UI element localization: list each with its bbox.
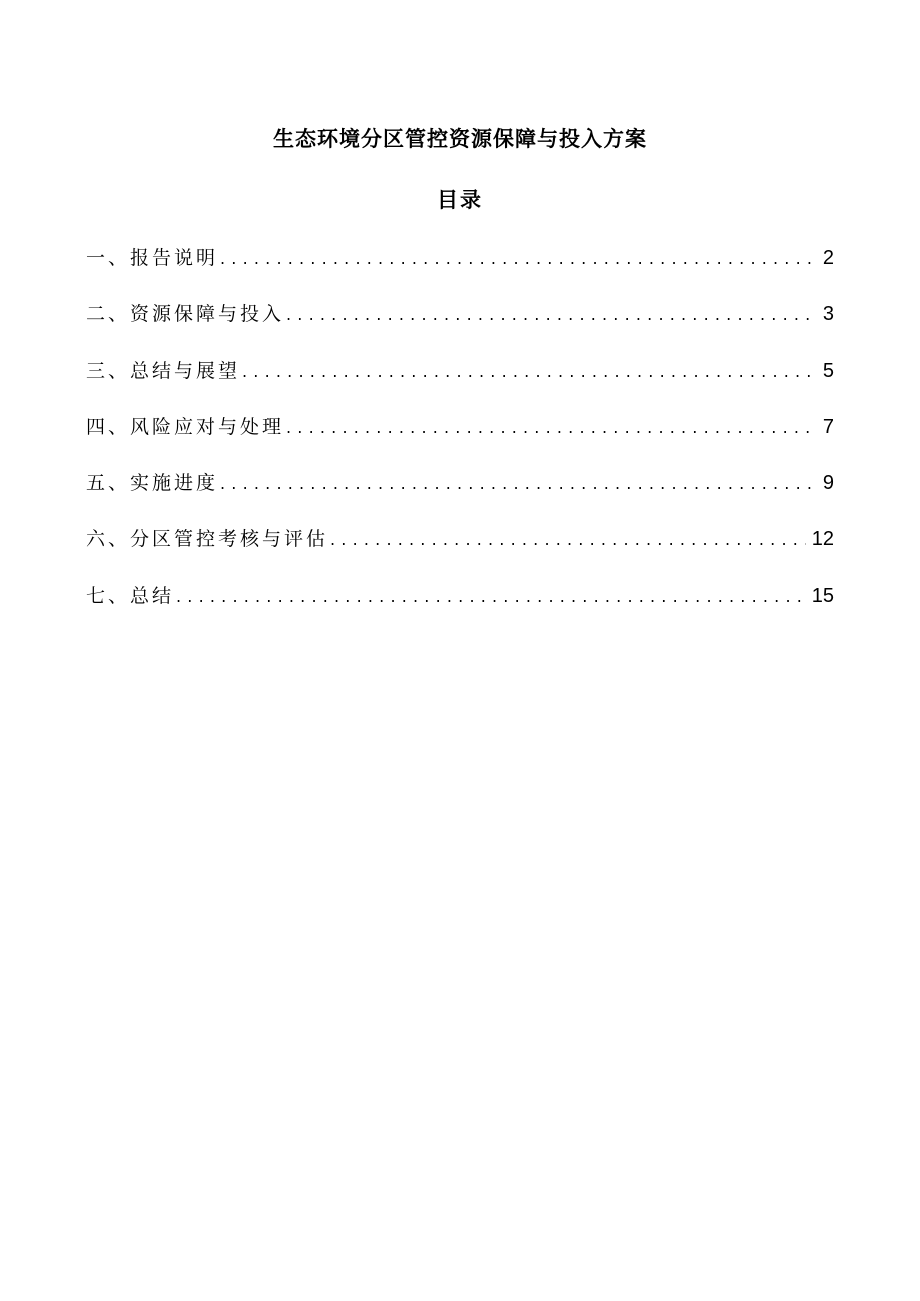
toc-dot-leader (286, 413, 817, 443)
toc-entry-7[interactable] (86, 581, 834, 637)
document-title: 生态环境分区管控资源保障与投入方案 (273, 127, 647, 151)
toc-dot-leader (242, 357, 817, 387)
toc-entry-label: 七、总结 (86, 584, 175, 607)
toc-dot-leader (176, 582, 806, 612)
toc-entry-label: 三、总结与展望 (86, 359, 241, 382)
toc-entry-1[interactable] (86, 243, 834, 299)
toc-entry-label: 一、报告说明 (86, 247, 219, 269)
toc-page-number: 5 (822, 359, 834, 382)
toc-page-number: 7 (822, 415, 834, 438)
toc-entry-6[interactable] (86, 524, 834, 580)
toc-dot-leader (286, 300, 817, 330)
toc-heading: 目录 (437, 188, 483, 212)
toc-entry-5[interactable] (86, 468, 834, 524)
toc-entry-label: 二、资源保障与投入 (86, 303, 285, 326)
toc-entry-2[interactable] (86, 299, 834, 355)
toc-entry-label: 五、实施进度 (86, 472, 219, 495)
toc-page-number: 12 (811, 528, 834, 551)
toc-dot-leader (330, 525, 806, 555)
toc-page-number: 9 (822, 472, 834, 495)
table-of-contents (86, 243, 834, 637)
toc-page-number: 15 (811, 584, 834, 607)
toc-entry-4[interactable] (86, 412, 834, 468)
toc-dot-leader (220, 469, 817, 499)
toc-page-number: 2 (822, 247, 834, 269)
toc-entry-label: 四、风险应对与处理 (86, 415, 285, 438)
toc-entry-label: 六、分区管控考核与评估 (86, 528, 329, 551)
toc-dot-leader (220, 244, 817, 274)
toc-entry-3[interactable] (86, 356, 834, 412)
toc-page-number: 3 (822, 303, 834, 326)
